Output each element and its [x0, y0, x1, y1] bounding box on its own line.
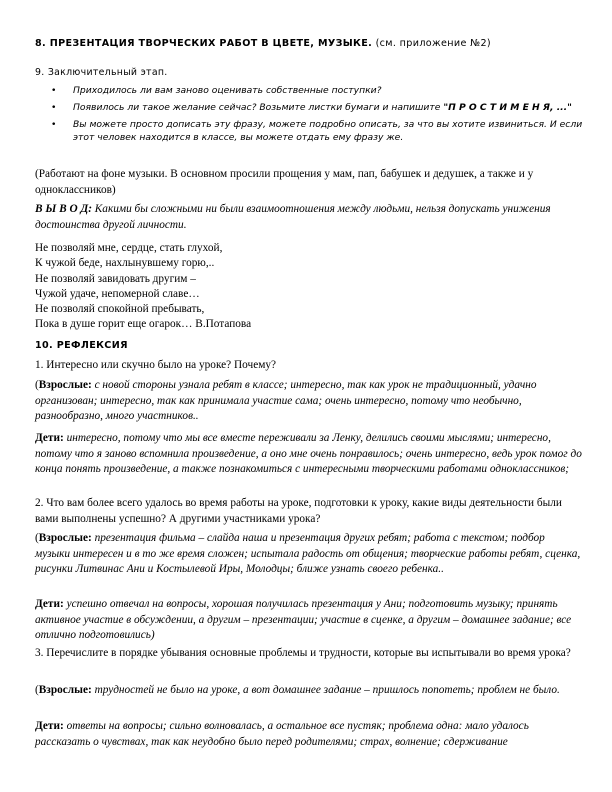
section-8-title: 8. ПРЕЗЕНТАЦИЯ ТВОРЧЕСКИХ РАБОТ В ЦВЕТЕ, МУЗЫКЕ. — [35, 38, 373, 49]
poem-line: Не позволяй спокойной пребывать, — [35, 303, 205, 316]
answer-text: интересно, потому что мы все вместе переживали за Ленку, делились своими мыслями; интересно, потому что я заново вспомнила произведение, а оно мне очень понравилось; очень интересно, ведь урок помог до конца понять произведение, а также познакомиться с интересными творческими работами одноклассников; — [35, 432, 582, 475]
answer-text: с новой стороны узнала ребят в классе; интересно, так как урок не традиционный, удачно организован; интересно, так как принимала участие сама; очень интересно, потому что необычно, разнообразно, много участников.. — [35, 379, 537, 422]
answer-text: трудностей не было на уроке, а вот домашнее задание – пришлось попотеть; проблем не было. — [94, 684, 560, 696]
answer-3-adults: (Взрослые: трудностей не было на уроке, а вот домашнее задание – пришлось попотеть; проблем не было. — [35, 684, 560, 696]
answer-1-adults: (Взрослые: с новой стороны узнала ребят в классе; интересно, так как урок не традиционный, удачно организован; интересно, так как принимала участие сама; очень интересно, потому что необычно, разнообразно, много участников.. — [35, 379, 537, 422]
answer-3-children — [35, 719, 582, 750]
conclusion-text: Какими бы сложными ни были взаимоотношения между людьми, нельзя допускать унижения достоинства другой личности. — [35, 203, 551, 231]
question-1: 1. Интересно или скучно было на уроке? Почему? — [35, 359, 277, 371]
poem-line: Не позволяй мне, сердце, стать глухой, — [35, 242, 223, 254]
poem-line-with-author — [35, 317, 582, 332]
section-10-heading: 10. РЕФЛЕКСИЯ — [35, 340, 128, 351]
answer-1-children — [35, 431, 582, 478]
bullet-item — [35, 84, 584, 97]
bullet-list — [35, 84, 584, 148]
poem-author: В.Потапова — [195, 318, 252, 331]
section-8-note: (см. приложение №2) — [375, 38, 491, 49]
adults-label: Взрослые: — [38, 379, 92, 391]
bullet-item — [35, 101, 584, 114]
bullet-text: Вы можете просто дописать эту фразу, можете подробно описать, за что вы хотите извиниться. И если этот человек находится в классе, вы можете отдать ему фразу же. — [73, 119, 583, 143]
question-3: 3. Перечислите в порядке убывания основные проблемы и трудности, которые вы испытывали во время урока? — [35, 647, 571, 659]
bullet-dot-icon: • — [51, 102, 57, 113]
poem-line: К чужой беде, нахлынувшему горю,.. — [35, 257, 215, 270]
music-note: (Работают на фоне музыки. В основном просили прощения у мам, пап, бабушек и дедушек, а также и у одноклассников) — [35, 168, 534, 196]
adults-label: Взрослые: — [38, 532, 92, 544]
bullet-bold-text: "П Р О С Т И М Е Н Я, ..." — [443, 102, 572, 113]
bullet-text: Приходилось ли вам заново оценивать собственные поступки? — [73, 85, 382, 96]
poem — [35, 241, 582, 333]
bullet-item — [35, 118, 584, 144]
bullet-text: Появилось ли такое желание сейчас? Возьмите листки бумаги и напишите — [73, 102, 444, 113]
answer-2-children — [35, 597, 582, 644]
section-8-heading — [35, 38, 582, 49]
question-2: 2. Что вам более всего удалось во время работы на уроке, подготовки к уроку, какие виды деятельности были вами выполнены успешно? А другими участниками урока? — [35, 497, 562, 525]
bullet-dot-icon: • — [51, 119, 57, 130]
stage-9-heading: 9. Заключительный этап. — [35, 67, 168, 78]
answer-text: презентация фильма – слайда наша и презентация других ребят; работа с текстом; подбор музыки интересен и в то же время сложен; испытала радость от общения; творческие работы ребят, сценка, рисунки Литвинас Ани и Костылевой Иры, Молодцы; ближе узнать своего ребенка.. — [35, 532, 581, 575]
adults-label: Взрослые: — [38, 684, 92, 696]
conclusion-paragraph — [35, 202, 582, 233]
answer-text: ответы на вопросы; сильно волновалась, а остальное все пустяк; проблема одна: мало удалось рассказать о чувствах, так как неудобно было перед родителями; страх, волнение; сдерживание — [35, 720, 529, 748]
children-label: Дети: — [35, 598, 64, 610]
children-label: Дети: — [35, 432, 64, 444]
children-label: Дети: — [35, 720, 64, 732]
answer-text: успешно отвечал на вопросы, хорошая получилась презентация у Ани; подготовить музыку; принять активное участие в обсуждении, а другим – презентации; участие в сценке, а другим – домашнее задание; все отлично подготовились) — [35, 598, 572, 641]
conclusion-label: В Ы В О Д: — [35, 203, 92, 215]
poem-line: Чужой удаче, непомерной славе… — [35, 287, 200, 300]
poem-line: Пока в душе горит еще огарок… — [35, 318, 193, 331]
bullet-dot-icon: • — [51, 85, 57, 96]
poem-line: Не позволяй завидовать другим – — [35, 272, 196, 285]
answer-2-adults: (Взрослые: презентация фильма – слайда наша и презентация других ребят; работа с текстом; подбор музыки интересен и в то же время сложен; испытала радость от общения; творческие работы ребят, сценка, рисунки Литвинас Ани и Костылевой Иры, Молодцы; ближе узнать своего ребенка.. — [35, 532, 581, 575]
